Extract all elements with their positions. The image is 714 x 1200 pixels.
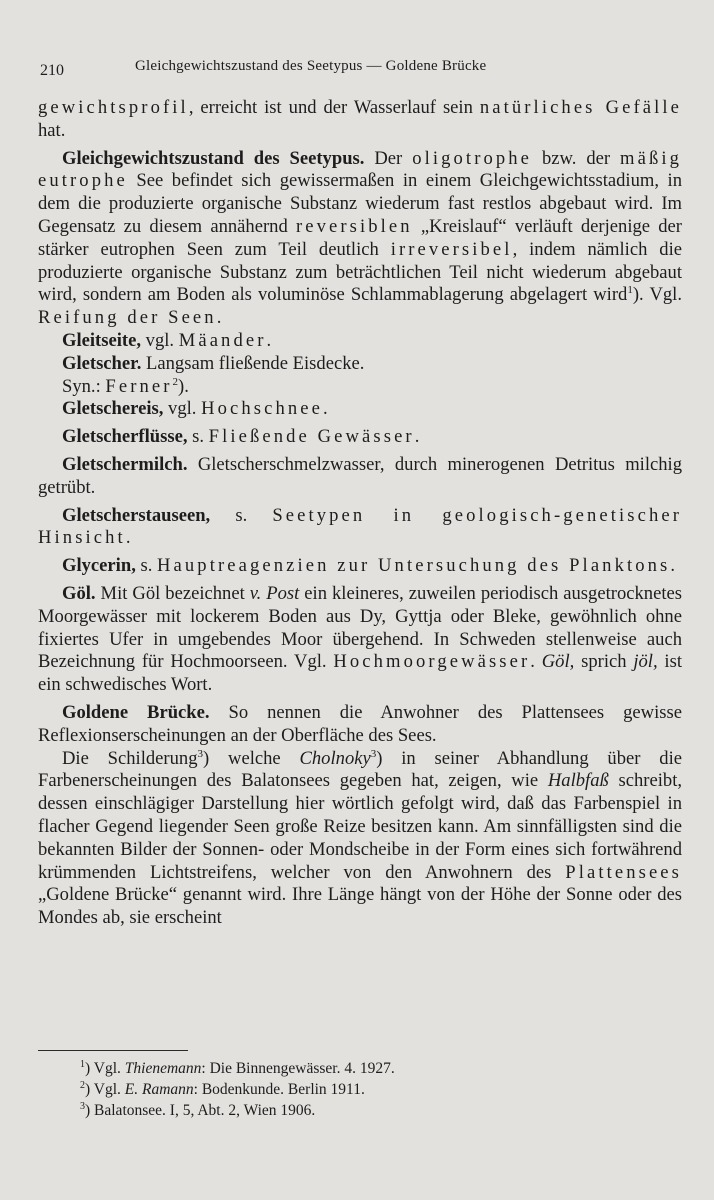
text-run: ist ein schwedisches Wort. <box>38 651 682 696</box>
entry-term: Gletschereis, <box>62 398 164 420</box>
spaced-text: reversiblen <box>295 215 413 237</box>
footnote-rule <box>38 1050 188 1051</box>
spaced-text: Seetypen in geologisch-genetischer Hinsicht <box>38 504 682 549</box>
text-run: „Kreislauf“ verläuft derjenige der stärker eutrophen Seen zum Teil deutlich <box>38 215 682 260</box>
text-run: ) Vgl. <box>85 1060 125 1077</box>
entry-glycerin <box>38 555 682 578</box>
entry-term: Goldene Brücke. <box>62 701 210 723</box>
text-run: Die Schilderung <box>62 747 198 769</box>
text-run: „Goldene Brücke“ genannt wird. Ihre Länge hängt von der Höhe der Sonne oder des Mondes ab, sie erscheint <box>38 884 682 929</box>
page-number: 210 <box>40 62 64 79</box>
text-run: . <box>125 527 131 549</box>
entry-term: Gletscherstauseen, <box>62 504 211 526</box>
text-run: : Bodenkunde. Berlin 1911. <box>193 1081 365 1098</box>
entry-gletscher <box>38 353 682 376</box>
text-run: s. <box>210 504 273 526</box>
entry-gleichgewichtszustand <box>38 148 682 330</box>
text-run: vgl. <box>141 329 179 351</box>
footnote <box>80 1058 395 1079</box>
text-run: : Die Binnengewässer. 4. 1927. <box>201 1060 395 1077</box>
spaced-text: oligotrophe <box>412 147 533 169</box>
spaced-text: Hochschnee <box>201 398 323 420</box>
entry-goldene-bruecke <box>38 702 682 748</box>
footnote-mark: 1 <box>627 284 633 297</box>
text-run: . <box>530 651 542 673</box>
footnote-mark: 3 <box>197 747 204 760</box>
italic-text: Göl, <box>541 651 575 673</box>
spaced-text: Hochmoorgewässer <box>333 651 531 673</box>
footnote-number: 1 <box>80 1058 85 1070</box>
text-run: Mit Göl bezeichnet <box>95 582 250 604</box>
spaced-text: natürliches Gefälle <box>479 97 682 118</box>
body-paragraph <box>38 748 682 930</box>
spaced-text: Hauptreagenzien zur Untersuchung des Planktons <box>157 555 671 577</box>
footnote-number: 3 <box>80 1100 85 1112</box>
text-run: ein kleineres, zuweilen periodisch ausgetrocknetes Moorgewässer mit lockerem Boden aus Dy, Gyttja oder Bleke, gewöhnlich ohne fixiertes Ufer in umgebendes Moor übergehend. In Schweden stellenweise auch Bezeichnung für Hochmoorseen. Vgl. <box>38 582 682 673</box>
continuation-paragraph <box>38 97 682 143</box>
text-run: s. <box>135 555 158 577</box>
italic-text: jöl, <box>633 651 658 673</box>
author-name: Thienemann <box>124 1060 202 1077</box>
entry-gletscherfluesse <box>38 426 682 449</box>
text-run: Langsam fließende Eisdecke. <box>141 352 365 374</box>
entry-term: Gleitseite, <box>62 329 141 351</box>
spaced-text: Reifung der Seen <box>38 307 217 329</box>
entry-gleitseite <box>38 330 682 353</box>
text-run: bzw. der <box>532 147 621 169</box>
text-run: . <box>322 398 328 420</box>
entry-term: Gleichgewichtszustand des Seetypus. <box>62 147 365 169</box>
text-run: See befindet sich gewissermaßen in einem Gleichgewichtsstadium, in dem die produzierte organische Substanz wiederum fast restlos abgebaut wird. Im Gegensatz zu diesem annähernd <box>38 170 682 237</box>
footnote <box>80 1079 395 1100</box>
text-run: ). Vgl. <box>632 284 682 306</box>
entry-gletschereis <box>38 398 682 421</box>
spaced-text: Ferner <box>105 375 173 397</box>
text-run: ). <box>178 375 189 397</box>
author-name: Cholnoky <box>299 747 371 769</box>
spaced-text: mäßig eutrophe <box>38 147 683 192</box>
footnote-mark: 3 <box>370 747 377 760</box>
text-run: . <box>266 329 272 351</box>
text-run: ) welche <box>203 747 300 769</box>
footnote <box>80 1100 395 1121</box>
text-run: hat. <box>38 119 66 141</box>
text-run: Gletscherschmelzwasser, durch minerogenen Detritus milchig getrübt. <box>38 453 682 498</box>
text-run: s. <box>187 426 209 448</box>
entry-gletscherstauseen <box>38 505 682 551</box>
entry-term: Glycerin, <box>62 555 136 577</box>
author-name: Halbfaß <box>547 770 609 792</box>
text-run: . <box>670 555 676 577</box>
entry-term: Gletscherflüsse, <box>62 426 188 448</box>
author-name: E. Ramann <box>124 1081 194 1098</box>
page-header <box>40 52 680 82</box>
footnotes <box>80 1058 395 1121</box>
text-run: ) in seiner Abhandlung über die Farbenerscheinungen des Balatonsees gegeben hat, zeigen, wie <box>38 747 682 792</box>
text-run: vgl. <box>163 398 202 420</box>
spaced-text: Fließende Gewässer <box>208 426 415 448</box>
text-run: So nennen die Anwohner des Plattensees gewisse Reflexionserscheinungen an der Oberfläche des Sees. <box>38 701 682 746</box>
synonym-line <box>38 376 682 399</box>
running-title: Gleichgewichtszustand des Seetypus — Goldene Brücke <box>135 58 487 74</box>
spaced-text: Mäander <box>178 329 267 351</box>
entry-term: Gletscher. <box>62 352 142 374</box>
footnote-number: 2 <box>80 1079 85 1091</box>
spaced-text: gewichtsprofil <box>38 97 189 118</box>
text-run: ) Balatonsee. I, 5, Abt. 2, Wien 1906. <box>85 1102 316 1119</box>
text-run: . <box>414 426 420 448</box>
entry-term: Göl. <box>62 582 96 604</box>
entry-term: Gletschermilch. <box>62 453 188 475</box>
entry-goel <box>38 583 682 697</box>
text-run: , erreicht ist und der Wasserlauf sein <box>188 97 480 118</box>
author-name: v. Post <box>249 582 300 604</box>
page-body <box>38 97 682 930</box>
text-run: Syn.: <box>62 375 106 397</box>
text-run: . <box>216 307 222 329</box>
text-run: , indem nämlich die produzierte organische Substanz zum beträchtlichen Teil nicht wiederum abgebaut wird, sondern am Boden als voluminöse Schlammablagerung abgelagert wird <box>38 238 682 306</box>
text-run: ) Vgl. <box>85 1081 125 1098</box>
spaced-text: irreversibel <box>390 238 513 260</box>
entry-gletschermilch <box>38 454 682 500</box>
footnote-mark: 2 <box>172 375 179 388</box>
text-run: sprich <box>574 651 634 673</box>
text-run: schreibt, dessen einschlägiger Darstellung hier wörtlich gefolgt wird, daß das Farbenspiel in flacher Gegend liegender Seen große Reize besitzen kann. Am sinnfälligsten sind die bekannten Bilder der Sonnen- oder Mondscheibe in der Form eines sich fortwährend krümmenden Lichtstreifens, welcher von den Anwohnern des <box>38 770 683 883</box>
text-run: Der <box>364 147 413 169</box>
spaced-text: Plattensees <box>565 861 682 883</box>
